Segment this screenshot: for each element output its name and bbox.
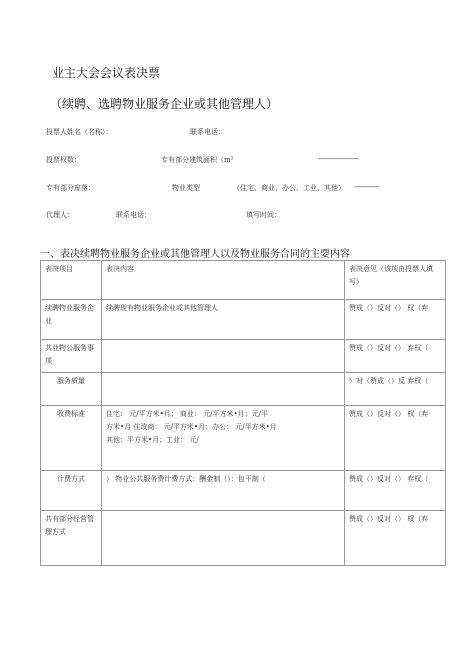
header-content: 表决内容: [102, 261, 345, 300]
vote-table: [40, 260, 446, 566]
document-subtitle: （续聘、选聘物业服务企业或其他管理人）: [50, 97, 279, 111]
row-item: 共有部分经营管理方式: [41, 511, 102, 566]
row-opinion[interactable]: 赞成（）反对（） 权（弃: [345, 511, 446, 566]
table-header-row: [41, 261, 446, 300]
location-label: 专有部分座落：: [46, 184, 95, 192]
fee-line: 方米•月 住改商： 元/平方米•月；办公： 元/平方米•月: [106, 423, 277, 431]
property-type-label: 物业类型: [172, 184, 200, 192]
fee-line: 其他：平方米•月；工业： 元/: [106, 436, 199, 444]
row-content: [102, 406, 345, 471]
section-heading: 一、表决续聘物业服务企业或其他管理人以及物业服务合同的主要内容: [40, 249, 350, 260]
header-opinion: 表决意见（该项由投票人填写）: [345, 261, 446, 300]
row-opinion[interactable]: 赞成（）反对（） 权（弃: [345, 300, 446, 340]
table-row: [41, 406, 446, 471]
table-row: [41, 471, 446, 511]
row-opinion[interactable]: 赞成（）反对（） 弃权（: [345, 471, 446, 511]
document-title: 业主大会会议表决票: [52, 66, 161, 80]
row-item: 共业物公服务事项: [41, 340, 102, 373]
row-content: [102, 373, 345, 406]
row-item: 收费标准: [41, 406, 102, 471]
row-opinion[interactable]: 赞成（）反对（） 弃权（: [345, 340, 446, 373]
table-row: [41, 511, 446, 566]
row-item: 服务质量: [41, 373, 102, 406]
table-row: [41, 340, 446, 373]
header-item: 表决项目: [41, 261, 102, 300]
property-type-options: （住宅、商业、办公、工业、其他）: [233, 184, 345, 192]
table-row: [41, 300, 446, 340]
property-type-blank: -------------: [354, 183, 379, 191]
phone-label: 联系电话：: [190, 128, 225, 136]
area-blank: ----------------------: [318, 155, 360, 163]
row-item: 计费方式: [41, 471, 102, 511]
fee-line: 住宅： 元/平方米•月； 商业： 元/平方米•月；元/平: [106, 410, 269, 418]
row-opinion[interactable]: 赞成（）反对（） 权（弃: [345, 406, 446, 471]
fill-time-label: 填写时间：: [246, 211, 281, 219]
agent-label: 代理人：: [46, 211, 74, 219]
row-content: ） 物业公共服务费计费方式：酬金制（）：包干制（: [102, 471, 345, 511]
row-content: 续聘现有物业服务企业或其他管理人: [102, 300, 345, 340]
area-label: 专有部分建筑面积（m²: [161, 156, 234, 164]
votes-label: 投票权数：: [46, 156, 81, 164]
row-content: [102, 511, 345, 566]
voter-name-label: 投票人姓名（名称）：: [46, 128, 113, 136]
row-item: 续聘物业服务企业: [41, 300, 102, 340]
table-row: [41, 373, 446, 406]
row-content: [102, 340, 345, 373]
agent-phone-label: 联系电话：: [116, 211, 151, 219]
row-opinion[interactable]: ）对（赞成（）反 弃权（: [345, 373, 446, 406]
